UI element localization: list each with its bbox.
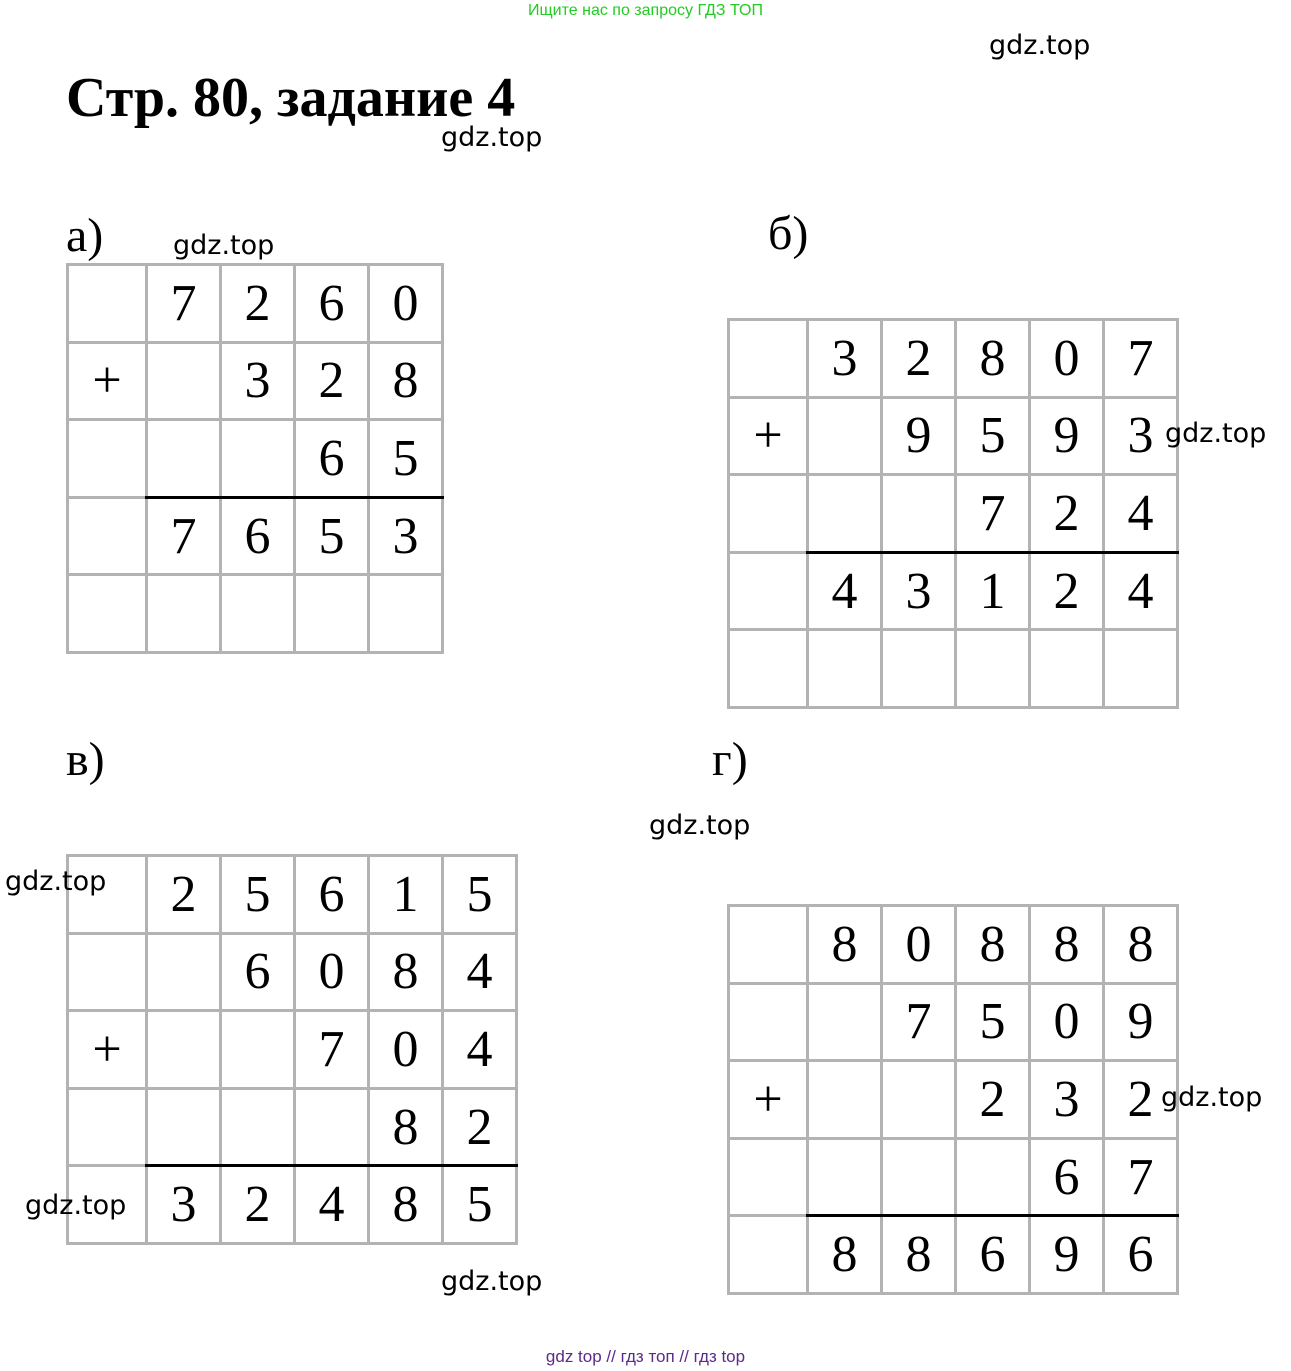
grid-cell	[69, 266, 148, 344]
grid-cell: 6	[296, 421, 370, 499]
grid-cell: 6	[1031, 1140, 1105, 1218]
grid-cell	[809, 1062, 883, 1140]
grid-cell: 6	[222, 935, 296, 1013]
grid-cell	[1105, 631, 1179, 709]
grid-cell	[809, 1140, 883, 1218]
grid-cell: 6	[222, 499, 296, 577]
grid-cell: 3	[222, 344, 296, 422]
grid-cell: 5	[444, 857, 518, 935]
grid-cell: 0	[1031, 985, 1105, 1063]
grid-cell	[148, 1090, 222, 1168]
watermark: gdz.top	[5, 866, 107, 897]
grid-cell: 2	[883, 321, 957, 399]
plus-sign: +	[730, 1062, 809, 1140]
grid-cell	[730, 907, 809, 985]
grid-cell: 4	[1105, 476, 1179, 554]
grid-cell: 7	[148, 499, 222, 577]
grid-cell	[730, 1217, 809, 1295]
grid-cell	[730, 554, 809, 632]
problem-label-g: г)	[712, 733, 748, 786]
addition-grid-g	[727, 904, 1179, 1295]
grid-cell: 4	[1105, 554, 1179, 632]
grid-cell: 7	[957, 476, 1031, 554]
plus-sign: +	[69, 344, 148, 422]
grid-cell: 9	[883, 399, 957, 477]
grid-cell	[148, 935, 222, 1013]
grid-cell	[883, 1140, 957, 1218]
grid-cell: 9	[1031, 1217, 1105, 1295]
grid-cell: 2	[444, 1090, 518, 1168]
grid-cell: 6	[957, 1217, 1031, 1295]
grid-cell: 4	[444, 1012, 518, 1090]
grid-cell: 8	[370, 935, 444, 1013]
grid-cell: 1	[957, 554, 1031, 632]
grid-cell: 2	[222, 266, 296, 344]
grid-cell	[69, 576, 148, 654]
grid-cell: 8	[370, 1090, 444, 1168]
grid-cell: 7	[1105, 1140, 1179, 1218]
grid-cell: 4	[809, 554, 883, 632]
grid-cell	[730, 1140, 809, 1218]
grid-cell: 9	[1031, 399, 1105, 477]
grid-cell: 3	[370, 499, 444, 577]
watermark: gdz.top	[1165, 418, 1267, 449]
grid-cell	[730, 476, 809, 554]
grid-cell	[957, 631, 1031, 709]
problem-label-a: а)	[66, 209, 104, 262]
grid-cell: 0	[1031, 321, 1105, 399]
grid-cell	[296, 576, 370, 654]
grid-cell: 5	[444, 1167, 518, 1245]
grid-cell	[148, 576, 222, 654]
grid-cell: 5	[957, 399, 1031, 477]
grid-cell	[69, 421, 148, 499]
search-banner: Ищите нас по запросу ГДЗ ТОП	[528, 2, 763, 19]
grid-cell: 9	[1105, 985, 1179, 1063]
watermark: gdz.top	[173, 230, 275, 261]
grid-cell	[883, 476, 957, 554]
grid-cell	[809, 985, 883, 1063]
watermark: gdz.top	[989, 30, 1091, 61]
grid-cell: 7	[296, 1012, 370, 1090]
grid-cell	[370, 576, 444, 654]
addition-grid-a	[66, 263, 444, 654]
grid-cell	[730, 985, 809, 1063]
grid-cell: 2	[1031, 476, 1105, 554]
grid-cell	[69, 1090, 148, 1168]
grid-cell: 2	[148, 857, 222, 935]
grid-cell: 2	[296, 344, 370, 422]
problem-label-v: в)	[66, 733, 105, 786]
grid-cell	[809, 476, 883, 554]
watermark: gdz.top	[649, 810, 751, 841]
grid-cell	[1031, 631, 1105, 709]
grid-cell: 7	[883, 985, 957, 1063]
grid-cell: 5	[370, 421, 444, 499]
grid-cell: 4	[296, 1167, 370, 1245]
grid-cell: 5	[957, 985, 1031, 1063]
grid-cell	[69, 499, 148, 577]
grid-cell	[148, 344, 222, 422]
grid-cell	[809, 399, 883, 477]
grid-cell: 3	[809, 321, 883, 399]
grid-cell	[222, 1090, 296, 1168]
grid-cell: 2	[1105, 1062, 1179, 1140]
grid-cell: 8	[1031, 907, 1105, 985]
grid-cell: 0	[370, 1012, 444, 1090]
grid-cell: 8	[809, 1217, 883, 1295]
addition-grid-b	[727, 318, 1179, 709]
grid-cell	[222, 576, 296, 654]
grid-cell: 8	[370, 344, 444, 422]
addition-grid-v	[66, 854, 518, 1245]
grid-cell	[222, 421, 296, 499]
grid-cell	[809, 631, 883, 709]
grid-cell: 0	[370, 266, 444, 344]
grid-cell	[69, 935, 148, 1013]
plus-sign: +	[69, 1012, 148, 1090]
grid-cell: 8	[1105, 907, 1179, 985]
watermark: gdz.top	[441, 1266, 543, 1297]
grid-cell	[296, 1090, 370, 1168]
problem-label-b: б)	[768, 207, 809, 260]
page-title: Стр. 80, задание 4	[66, 67, 516, 129]
grid-cell: 6	[296, 857, 370, 935]
grid-cell	[148, 421, 222, 499]
grid-cell	[883, 631, 957, 709]
grid-cell	[883, 1062, 957, 1140]
grid-cell	[957, 1140, 1031, 1218]
grid-cell: 8	[883, 1217, 957, 1295]
watermark: gdz.top	[1161, 1082, 1263, 1113]
grid-cell: 3	[1105, 399, 1179, 477]
grid-cell: 8	[957, 907, 1031, 985]
footer-text: gdz top // гдз топ // гдз top	[545, 1347, 746, 1366]
watermark: gdz.top	[25, 1190, 127, 1221]
grid-cell	[222, 1012, 296, 1090]
grid-cell: 3	[883, 554, 957, 632]
plus-sign: +	[730, 399, 809, 477]
grid-cell: 8	[809, 907, 883, 985]
grid-cell: 1	[370, 857, 444, 935]
grid-cell	[730, 631, 809, 709]
grid-cell: 2	[222, 1167, 296, 1245]
grid-cell: 2	[1031, 554, 1105, 632]
grid-cell: 5	[222, 857, 296, 935]
grid-cell: 3	[148, 1167, 222, 1245]
grid-cell: 2	[957, 1062, 1031, 1140]
grid-cell: 7	[1105, 321, 1179, 399]
grid-cell: 8	[370, 1167, 444, 1245]
grid-cell: 0	[883, 907, 957, 985]
grid-cell	[730, 321, 809, 399]
grid-cell: 6	[296, 266, 370, 344]
grid-cell: 3	[1031, 1062, 1105, 1140]
grid-cell: 7	[148, 266, 222, 344]
watermark: gdz.top	[441, 122, 543, 153]
grid-cell: 6	[1105, 1217, 1179, 1295]
grid-cell: 5	[296, 499, 370, 577]
grid-cell	[148, 1012, 222, 1090]
grid-cell: 0	[296, 935, 370, 1013]
grid-cell: 4	[444, 935, 518, 1013]
grid-cell: 8	[957, 321, 1031, 399]
